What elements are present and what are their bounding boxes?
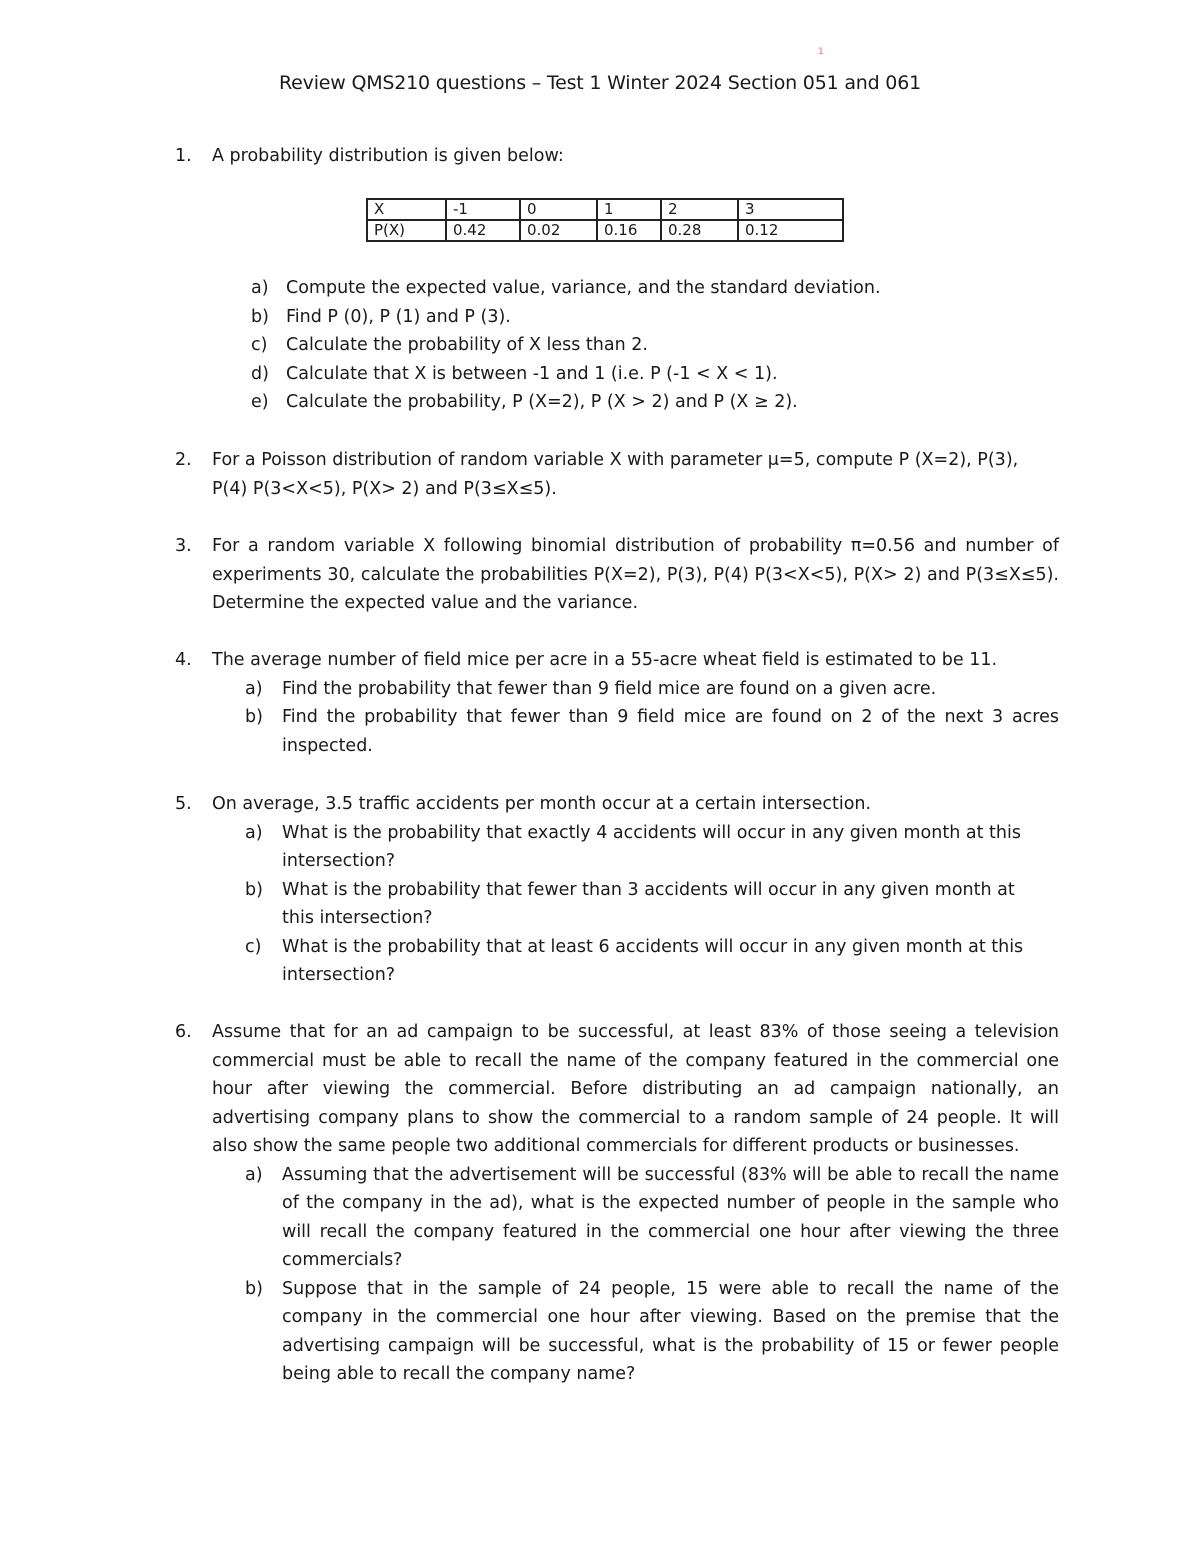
list-item [251, 274, 951, 303]
table-cell: 2 [661, 199, 738, 220]
part-label: c) [245, 936, 262, 957]
list-item [245, 876, 1025, 933]
part-label: d) [251, 363, 269, 384]
question-text: Assume that for an ad campaign to be successful, at least 83% of those seeing a television commercial must be able to recall the name of the company featured in the commercial one hour after viewing the commercial. Before distributing an ad campaign nationally, an advertising company plans to show the commercial to a random sample of 24 people. It will also show the same people two additional commercials for different products or businesses. [212, 1022, 1059, 1156]
part-text: Find P (0), P (1) and P (3). [286, 306, 511, 327]
list-item [251, 331, 951, 360]
question-5 [175, 790, 1059, 990]
table-cell: 0.16 [597, 220, 661, 241]
part-text: Find the probability that fewer than 9 field mice are found on 2 of the next 3 acres inspected. [282, 707, 1059, 756]
part-label: a) [251, 278, 269, 298]
table-cell: 0.02 [520, 220, 597, 241]
table-cell: 0 [520, 199, 597, 220]
part-text: Suppose that in the sample of 24 people, 15 were able to recall the name of the company in the commercial one hour after viewing. Based on the premise that the advertising campaign will be successful, what is the probability of 15 or fewer people being able to recall the company name? [282, 1278, 1059, 1384]
question-6 [175, 1018, 1059, 1389]
question-number: 2. [175, 450, 192, 470]
part-label: a) [245, 678, 263, 699]
part-text: Compute the expected value, variance, and the standard deviation. [286, 278, 881, 298]
part-text: Calculate that X is between -1 and 1 (i.e. P (-1 < X < 1). [286, 363, 778, 384]
part-text: What is the probability that fewer than 3 accidents will occur in any given month at this intersection? [282, 879, 1015, 928]
list-item [251, 388, 951, 417]
table-cell: X [367, 199, 446, 220]
question-number: 6. [175, 1022, 192, 1042]
question-number: 5. [175, 794, 192, 814]
part-label: b) [245, 707, 263, 727]
list-item [245, 703, 1059, 760]
question-number: 3. [175, 536, 192, 556]
part-label: e) [251, 392, 269, 412]
part-text: Calculate the probability of X less than 2. [286, 335, 648, 355]
list-item [245, 933, 1025, 990]
question-6-parts [245, 1161, 1059, 1389]
list-item [245, 1275, 1059, 1389]
question-number: 1. [175, 146, 192, 166]
table-row [367, 220, 843, 241]
question-text: A probability distribution is given below: [212, 146, 564, 166]
part-label: b) [245, 1278, 263, 1299]
part-text: Assuming that the advertisement will be successful (83% will be able to recall the name of the company in the ad), what is the expected number of people in the sample who will recall the company featured in the commercial one hour after viewing the three commercials? [282, 1164, 1059, 1270]
question-2 [175, 446, 1059, 503]
table-cell: -1 [446, 199, 520, 220]
question-1 [175, 142, 1059, 171]
probability-distribution-table [366, 198, 844, 242]
question-text: For a random variable X following binomial distribution of probability π=0.56 and number of experiments 30, calculate the probabilities P(X=2), P(3), P(4) P(3<X<5), P(X> 2) and P(3≤X≤5). Determine the expected value and the variance. [212, 536, 1059, 613]
part-text: What is the probability that exactly 4 accidents will occur in any given month at this intersection? [282, 822, 1021, 871]
table-row [367, 199, 843, 220]
question-text: The average number of field mice per acre in a 55-acre wheat field is estimated to be 11. [212, 650, 998, 670]
part-text: What is the probability that at least 6 accidents will occur in any given month at this intersection? [282, 936, 1024, 985]
question-number: 4. [175, 650, 192, 670]
question-4-parts [245, 675, 1059, 761]
page-title: Review QMS210 questions – Test 1 Winter 2024 Section 051 and 061 [279, 72, 921, 94]
list-item [245, 1161, 1059, 1275]
question-text: For a Poisson distribution of random variable X with parameter μ=5, compute P (X=2), P(3), P(4) P(3<X<5), P(X> 2) and P(3≤X≤5). [212, 450, 1019, 499]
table-cell: P(X) [367, 220, 446, 241]
part-label: a) [245, 1164, 263, 1185]
list-item [245, 675, 1059, 704]
list-item [251, 303, 951, 332]
question-4 [175, 646, 1059, 760]
part-label: b) [251, 306, 269, 327]
part-label: a) [245, 822, 263, 843]
table-cell: 3 [738, 199, 843, 220]
table-cell: 0.28 [661, 220, 738, 241]
part-label: b) [245, 879, 263, 900]
list-item [251, 360, 951, 389]
part-text: Find the probability that fewer than 9 field mice are found on a given acre. [282, 678, 937, 699]
question-3 [175, 532, 1059, 618]
table-cell: 0.42 [446, 220, 520, 241]
question-text: On average, 3.5 traffic accidents per month occur at a certain intersection. [212, 794, 872, 814]
list-item [245, 819, 1025, 876]
part-text: Calculate the probability, P (X=2), P (X > 2) and P (X ≥ 2). [286, 392, 798, 412]
table-cell: 1 [597, 199, 661, 220]
part-label: c) [251, 335, 268, 355]
table-cell: 0.12 [738, 220, 843, 241]
question-5-parts [245, 819, 1025, 990]
question-1-parts [251, 274, 951, 417]
corner-mark: 1 [818, 47, 824, 57]
